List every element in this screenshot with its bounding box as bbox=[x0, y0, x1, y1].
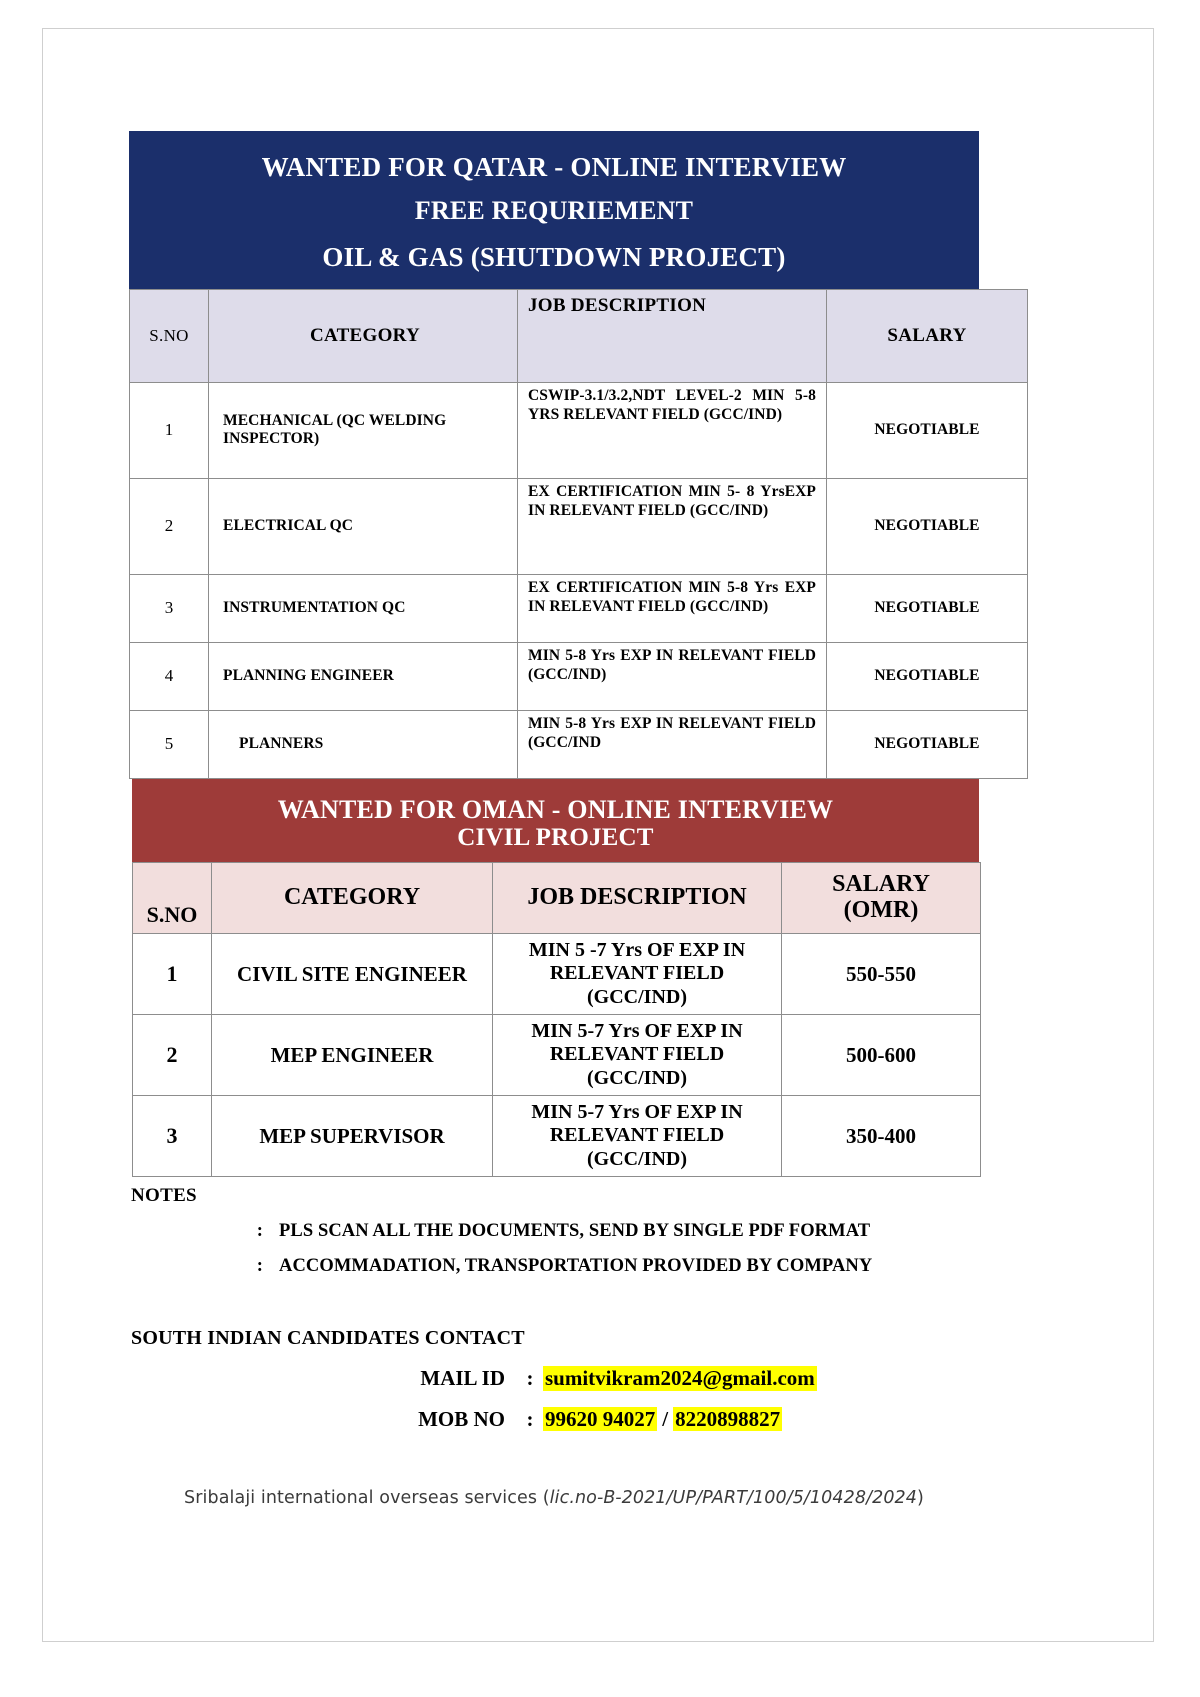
notes-title: NOTES bbox=[131, 1185, 197, 1207]
oman-row3-sno: 3 bbox=[133, 1096, 212, 1177]
oman-row2-sno: 2 bbox=[133, 1015, 212, 1096]
table-row bbox=[133, 1015, 981, 1096]
qatar-row2-sno: 2 bbox=[130, 478, 209, 574]
note-marker-2: : bbox=[256, 1256, 263, 1277]
oman-row3-category: MEP SUPERVISOR bbox=[212, 1096, 493, 1177]
qatar-row4-sno: 4 bbox=[130, 642, 209, 710]
qatar-row2-category: ELECTRICAL QC bbox=[209, 478, 518, 574]
oman-col-description: JOB DESCRIPTION bbox=[493, 863, 782, 934]
oman-banner-line2: CIVIL PROJECT bbox=[457, 824, 654, 852]
oman-row1-category: CIVIL SITE ENGINEER bbox=[212, 934, 493, 1015]
qatar-banner-line3: OIL & GAS (SHUTDOWN PROJECT) bbox=[322, 241, 786, 272]
oman-row1-description: MIN 5 -7 Yrs OF EXP IN RELEVANT FIELD (GCC/IND) bbox=[493, 934, 782, 1015]
page-content bbox=[129, 131, 979, 1508]
note-marker-1: : bbox=[256, 1221, 263, 1242]
qatar-row5-description: MIN 5-8 Yrs EXP IN RELEVANT FIELD (GCC/IND bbox=[518, 710, 827, 778]
mob-no-value-2[interactable]: 8220898827 bbox=[675, 1407, 781, 1432]
page-sheet bbox=[42, 28, 1154, 1642]
qatar-col-description: JOB DESCRIPTION bbox=[518, 289, 827, 382]
oman-row2-salary: 500-600 bbox=[782, 1015, 981, 1096]
qatar-row3-sno: 3 bbox=[130, 574, 209, 642]
table-row bbox=[133, 1096, 981, 1177]
qatar-col-salary: SALARY bbox=[827, 289, 1028, 382]
qatar-row4-salary: NEGOTIABLE bbox=[827, 642, 1028, 710]
oman-col-salary bbox=[782, 863, 981, 934]
oman-col-sno: S.NO bbox=[133, 863, 212, 934]
qatar-row5-salary: NEGOTIABLE bbox=[827, 710, 1028, 778]
qatar-row5-category: PLANNERS bbox=[209, 710, 518, 778]
oman-banner-line1: WANTED FOR OMAN - ONLINE INTERVIEW bbox=[277, 794, 834, 824]
oman-row3-salary: 350-400 bbox=[782, 1096, 981, 1177]
footer-close-paren: ) bbox=[917, 1488, 924, 1509]
mob-no-row bbox=[129, 1407, 979, 1432]
mob-no-value-1[interactable]: 99620 94027 bbox=[545, 1407, 656, 1432]
mail-id-label: MAIL ID bbox=[420, 1366, 505, 1391]
mob-no-separator: : bbox=[526, 1407, 534, 1432]
oman-table-header-row bbox=[133, 863, 981, 934]
oman-row2-category: MEP ENGINEER bbox=[212, 1015, 493, 1096]
oman-banner bbox=[132, 779, 979, 862]
qatar-jobs-table bbox=[129, 289, 1028, 779]
qatar-banner-line2: FREE REQURIEMENT bbox=[414, 196, 694, 226]
footer-line bbox=[129, 1488, 979, 1508]
note-item-2 bbox=[129, 1256, 979, 1277]
qatar-row3-category: INSTRUMENTATION QC bbox=[209, 574, 518, 642]
oman-row1-salary: 550-550 bbox=[782, 934, 981, 1015]
qatar-banner-line1: WANTED FOR QATAR - ONLINE INTERVIEW bbox=[261, 152, 847, 182]
mob-no-values bbox=[543, 1407, 782, 1432]
qatar-row3-salary: NEGOTIABLE bbox=[827, 574, 1028, 642]
oman-col-salary-line2: (OMR) bbox=[843, 897, 919, 924]
qatar-col-sno: S.NO bbox=[130, 289, 209, 382]
oman-col-salary-line1: SALARY bbox=[832, 871, 930, 898]
mob-no-label: MOB NO bbox=[418, 1407, 505, 1432]
qatar-col-category: CATEGORY bbox=[209, 289, 518, 382]
footer-company: Sribalaji international overseas services ( bbox=[184, 1488, 550, 1509]
qatar-row1-category: MECHANICAL (QC WELDING INSPECTOR) bbox=[209, 382, 518, 478]
qatar-row2-description: EX CERTIFICATION MIN 5- 8 YrsEXP IN RELEVANT FIELD (GCC/IND) bbox=[518, 478, 827, 574]
table-row bbox=[130, 642, 1028, 710]
qatar-row4-description: MIN 5-8 Yrs EXP IN RELEVANT FIELD (GCC/IND) bbox=[518, 642, 827, 710]
qatar-row1-description: CSWIP-3.1/3.2,NDT LEVEL-2 MIN 5-8 YRS RELEVANT FIELD (GCC/IND) bbox=[518, 382, 827, 478]
mail-id-value[interactable]: sumitvikram2024@gmail.com bbox=[545, 1366, 815, 1391]
contact-heading: SOUTH INDIAN CANDIDATES CONTACT bbox=[131, 1327, 525, 1350]
qatar-row3-description: EX CERTIFICATION MIN 5-8 Yrs EXP IN RELEVANT FIELD (GCC/IND) bbox=[518, 574, 827, 642]
note-text-1: PLS SCAN ALL THE DOCUMENTS, SEND BY SINGLE PDF FORMAT bbox=[279, 1221, 871, 1242]
qatar-row4-category: PLANNING ENGINEER bbox=[209, 642, 518, 710]
table-row bbox=[130, 710, 1028, 778]
table-row bbox=[133, 934, 981, 1015]
oman-row3-description: MIN 5-7 Yrs OF EXP IN RELEVANT FIELD (GCC/IND) bbox=[493, 1096, 782, 1177]
qatar-row2-salary: NEGOTIABLE bbox=[827, 478, 1028, 574]
qatar-row5-sno: 5 bbox=[130, 710, 209, 778]
oman-jobs-table bbox=[132, 862, 981, 1177]
mail-id-separator: : bbox=[526, 1366, 534, 1391]
note-item-1 bbox=[129, 1221, 979, 1242]
mob-no-divider: / bbox=[662, 1407, 669, 1432]
qatar-table-header-row bbox=[130, 289, 1028, 382]
mail-id-row bbox=[129, 1366, 979, 1391]
qatar-row1-salary: NEGOTIABLE bbox=[827, 382, 1028, 478]
qatar-row1-sno: 1 bbox=[130, 382, 209, 478]
oman-col-category: CATEGORY bbox=[212, 863, 493, 934]
oman-row2-description: MIN 5-7 Yrs OF EXP IN RELEVANT FIELD (GCC/IND) bbox=[493, 1015, 782, 1096]
qatar-banner bbox=[129, 131, 979, 289]
oman-row1-sno: 1 bbox=[133, 934, 212, 1015]
table-row bbox=[130, 574, 1028, 642]
table-row bbox=[130, 382, 1028, 478]
footer-license: lic.no-B-2021/UP/PART/100/5/10428/2024 bbox=[549, 1488, 918, 1509]
table-row bbox=[130, 478, 1028, 574]
note-text-2: ACCOMMADATION, TRANSPORTATION PROVIDED BY COMPANY bbox=[279, 1256, 873, 1277]
